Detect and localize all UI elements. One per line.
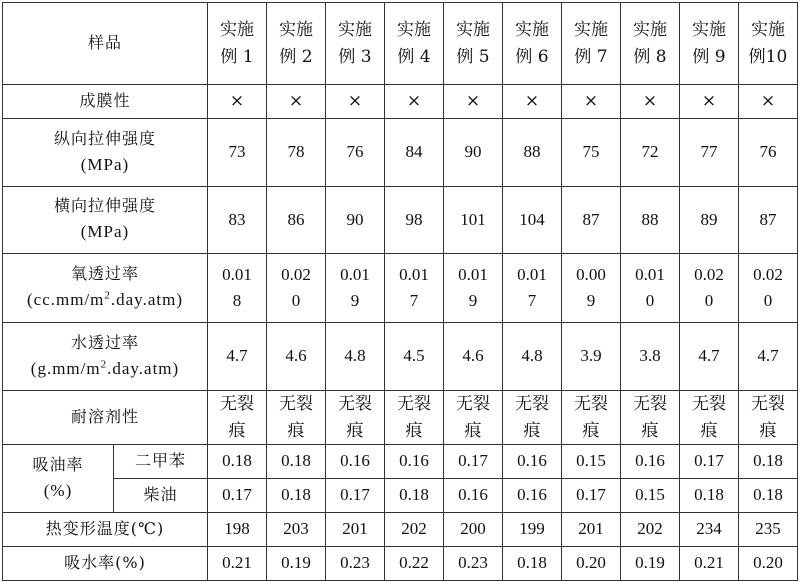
cell: 203 <box>267 513 326 547</box>
column-header: 实施 例 7 <box>562 3 621 85</box>
cell: × <box>208 85 267 119</box>
cell: 88 <box>503 119 562 187</box>
column-header: 实施 例 2 <box>267 3 326 85</box>
row-label-oxygen: 氧透过率 $(cc.mm/m^2.day.atm)$ <box>3 254 208 323</box>
cell: 无裂 痕 <box>267 391 326 445</box>
cell: 0.19 <box>621 547 680 581</box>
cell: 0.17 <box>208 479 267 513</box>
column-header: 实施 例 9 <box>680 3 739 85</box>
cell: × <box>680 85 739 119</box>
row-label-water-absorption: 吸水率(%) <box>3 547 208 581</box>
cell: 76 <box>739 119 798 187</box>
cell: 0.00 9 <box>562 254 621 323</box>
cell: 3.9 <box>562 323 621 391</box>
row-label-hdt: 热变形温度(℃) <box>3 513 208 547</box>
row-label-md-tensile: 纵向拉伸强度 (MPa) <box>3 119 208 187</box>
cell: 104 <box>503 187 562 254</box>
cell: 0.17 <box>444 445 503 479</box>
cell: 4.7 <box>680 323 739 391</box>
table-row <box>3 85 798 119</box>
cell: 0.01 7 <box>503 254 562 323</box>
cell: 无裂 痕 <box>385 391 444 445</box>
cell: 0.17 <box>562 479 621 513</box>
cell: × <box>267 85 326 119</box>
sample-header: 样品 <box>3 3 208 85</box>
column-header: 实施 例10 <box>739 3 798 85</box>
cell: 无裂 痕 <box>444 391 503 445</box>
cell: 90 <box>444 119 503 187</box>
cell: 0.23 <box>444 547 503 581</box>
cell: × <box>503 85 562 119</box>
cell: 0.17 <box>680 445 739 479</box>
cell: 无裂 痕 <box>503 391 562 445</box>
cell: 0.16 <box>385 445 444 479</box>
cell: 0.02 0 <box>739 254 798 323</box>
cell: 0.18 <box>680 479 739 513</box>
cell: 75 <box>562 119 621 187</box>
cell: 87 <box>562 187 621 254</box>
cell: 0.19 <box>267 547 326 581</box>
cell: 0.18 <box>385 479 444 513</box>
cell: 0.21 <box>208 547 267 581</box>
cell: 3.8 <box>621 323 680 391</box>
cell: 无裂 痕 <box>562 391 621 445</box>
cell: 0.18 <box>267 479 326 513</box>
cell: 88 <box>621 187 680 254</box>
column-header: 实施 例 5 <box>444 3 503 85</box>
row-label-diesel: 柴油 <box>114 479 208 513</box>
cell: 78 <box>267 119 326 187</box>
cell: 86 <box>267 187 326 254</box>
cell: 0.22 <box>385 547 444 581</box>
cell: 0.20 <box>739 547 798 581</box>
header-row <box>3 3 798 85</box>
cell: 200 <box>444 513 503 547</box>
cell: × <box>739 85 798 119</box>
cell: 0.18 <box>208 445 267 479</box>
cell: 201 <box>562 513 621 547</box>
cell: 无裂 痕 <box>680 391 739 445</box>
table-row <box>3 187 798 254</box>
cell: × <box>385 85 444 119</box>
cell: 0.02 0 <box>267 254 326 323</box>
cell: 198 <box>208 513 267 547</box>
cell: 0.01 0 <box>621 254 680 323</box>
column-header: 实施 例 6 <box>503 3 562 85</box>
cell: 4.5 <box>385 323 444 391</box>
cell: 4.7 <box>208 323 267 391</box>
cell: 77 <box>680 119 739 187</box>
cell: 202 <box>621 513 680 547</box>
cell: 201 <box>326 513 385 547</box>
cell: 235 <box>739 513 798 547</box>
row-label-xylene: 二甲苯 <box>114 445 208 479</box>
properties-table <box>2 2 798 581</box>
cell: 0.01 9 <box>326 254 385 323</box>
cell: 4.6 <box>444 323 503 391</box>
cell: × <box>562 85 621 119</box>
cell: 无裂 痕 <box>739 391 798 445</box>
cell: 89 <box>680 187 739 254</box>
cell: 0.16 <box>326 445 385 479</box>
cell: 90 <box>326 187 385 254</box>
table-row <box>3 323 798 391</box>
cell: 98 <box>385 187 444 254</box>
table-row <box>3 513 798 547</box>
cell: 83 <box>208 187 267 254</box>
cell: × <box>621 85 680 119</box>
table-row <box>3 254 798 323</box>
table-row <box>3 119 798 187</box>
column-header: 实施 例 3 <box>326 3 385 85</box>
row-label-film: 成膜性 <box>3 85 208 119</box>
cell: 0.15 <box>562 445 621 479</box>
cell: 无裂 痕 <box>208 391 267 445</box>
cell: 87 <box>739 187 798 254</box>
cell: × <box>326 85 385 119</box>
cell: 0.18 <box>739 479 798 513</box>
cell: 无裂 痕 <box>326 391 385 445</box>
cell: × <box>444 85 503 119</box>
cell: 199 <box>503 513 562 547</box>
cell: 73 <box>208 119 267 187</box>
cell: 0.16 <box>621 445 680 479</box>
table-row <box>3 445 798 479</box>
cell: 76 <box>326 119 385 187</box>
cell: 0.01 8 <box>208 254 267 323</box>
cell: 0.18 <box>267 445 326 479</box>
column-header: 实施 例 4 <box>385 3 444 85</box>
column-header: 实施 例 1 <box>208 3 267 85</box>
cell: 0.02 0 <box>680 254 739 323</box>
cell: 84 <box>385 119 444 187</box>
cell: 0.16 <box>503 479 562 513</box>
cell: 4.8 <box>503 323 562 391</box>
table-row <box>3 391 798 445</box>
cell: 0.01 9 <box>444 254 503 323</box>
cell: 0.18 <box>739 445 798 479</box>
row-label-water-vapor: 水透过率 $(g.mm/m^2.day.atm)$ <box>3 323 208 391</box>
cell: 4.7 <box>739 323 798 391</box>
cell: 0.01 7 <box>385 254 444 323</box>
cell: 4.6 <box>267 323 326 391</box>
cell: 0.23 <box>326 547 385 581</box>
row-label-solvent: 耐溶剂性 <box>3 391 208 445</box>
cell: 101 <box>444 187 503 254</box>
cell: 234 <box>680 513 739 547</box>
cell: 0.16 <box>503 445 562 479</box>
row-label-td-tensile: 横向拉伸强度 (MPa) <box>3 187 208 254</box>
cell: 0.20 <box>562 547 621 581</box>
table-row <box>3 547 798 581</box>
cell: 0.21 <box>680 547 739 581</box>
cell: 无裂 痕 <box>621 391 680 445</box>
cell: 0.15 <box>621 479 680 513</box>
cell: 0.18 <box>503 547 562 581</box>
table-row <box>3 479 798 513</box>
cell: 4.8 <box>326 323 385 391</box>
cell: 72 <box>621 119 680 187</box>
column-header: 实施 例 8 <box>621 3 680 85</box>
cell: 202 <box>385 513 444 547</box>
cell: 0.17 <box>326 479 385 513</box>
cell: 0.16 <box>444 479 503 513</box>
row-label-oil-absorption: 吸油率 (%) <box>3 445 114 513</box>
